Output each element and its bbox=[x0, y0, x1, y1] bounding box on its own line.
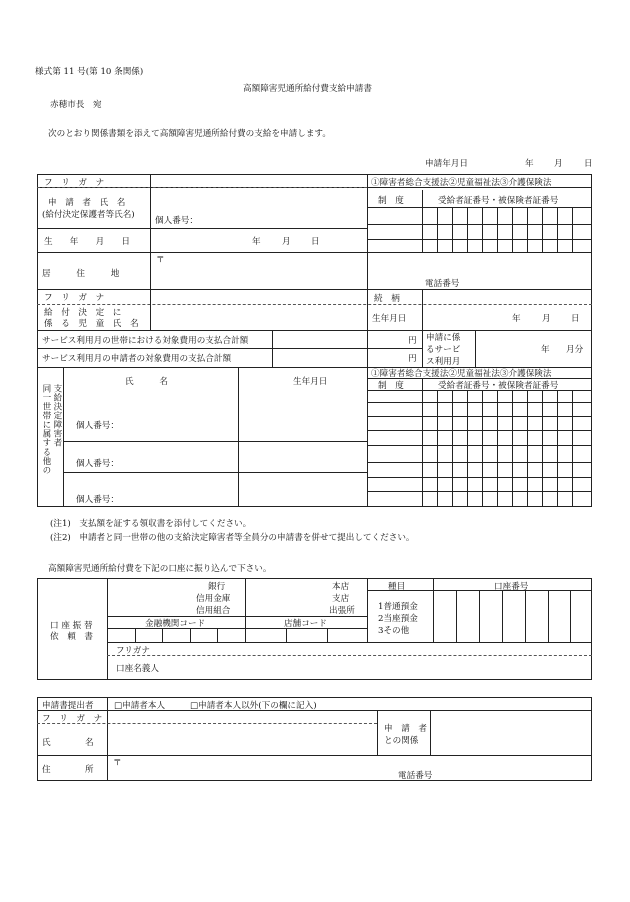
submitter-address-label: 住 所 bbox=[42, 765, 94, 775]
form-number: 様式第 11 号(第 10 条関係) bbox=[35, 67, 144, 77]
household-side-label: 同一世帯に属する他の bbox=[40, 384, 51, 475]
applicant-birth-year: 年 bbox=[252, 237, 261, 247]
account-type-1: 1普通預金 bbox=[378, 602, 418, 612]
service-month-label-1: 申請に係 bbox=[426, 333, 461, 343]
applicant-birth-label: 生 年 月 日 bbox=[44, 237, 130, 247]
guardian-name-label: (給付決定保護者等氏名) bbox=[42, 210, 135, 220]
account-number-header: 口座番号 bbox=[494, 582, 529, 592]
bank-furigana-label: フリガナ bbox=[116, 646, 150, 656]
bank-suffix-bank: 銀行 bbox=[208, 582, 226, 592]
household-side-label-2: 支給決定障害者 bbox=[51, 384, 62, 448]
service-month-label-3: ス利用月 bbox=[426, 357, 461, 367]
service-month-year: 年 bbox=[541, 345, 550, 355]
date-year-label: 年 bbox=[525, 159, 534, 169]
residence-label: 居 住 地 bbox=[42, 269, 120, 279]
household-name-header: 氏 名 bbox=[125, 377, 168, 387]
date-month-label: 月 bbox=[554, 159, 563, 169]
postal-mark: 〒 bbox=[156, 255, 165, 265]
child-birth-day: 日 bbox=[571, 314, 580, 324]
household-certificate-header: 受給者証番号・被保険者証番号 bbox=[438, 381, 559, 391]
certificate-number-header: 受給者証番号・被保険者証番号 bbox=[438, 196, 559, 206]
applicant-birth-day: 日 bbox=[311, 237, 320, 247]
submitter-label: 申請書提出者 bbox=[42, 701, 94, 711]
bank-suffix-kumiai: 信用組合 bbox=[196, 606, 231, 616]
account-type-header: 種目 bbox=[388, 582, 406, 592]
submitter-name-label: 氏 名 bbox=[42, 738, 94, 748]
child-furigana-label: フ リ ガ ナ bbox=[44, 293, 105, 303]
submitter-other-checkbox[interactable]: □申請者本人以外(下の欄に記入) bbox=[190, 701, 317, 711]
child-birth-label: 生年月日 bbox=[372, 314, 407, 324]
service-month-month: 月分 bbox=[566, 345, 584, 355]
submitter-phone-label: 電話番号 bbox=[398, 771, 433, 781]
applicant-furigana-label: フ リ ガ ナ bbox=[44, 178, 105, 188]
child-birth-month: 月 bbox=[542, 314, 551, 324]
applicant-phone-label: 電話番号 bbox=[425, 279, 460, 289]
applicant-personal-number-label: 個人番号： bbox=[155, 216, 198, 226]
branch-suffix-branch: 支店 bbox=[332, 594, 350, 604]
addressee: 赤穂市長 宛 bbox=[50, 100, 102, 110]
household-insurance-laws: ①障害者総合支援法②児童福祉法③介護保険法 bbox=[371, 369, 552, 379]
bank-code-label: 金融機関コード bbox=[145, 619, 206, 629]
bank-intro: 高額障害児通所給付費を下記の口座に振り込んで下さい。 bbox=[48, 564, 272, 574]
child-name-label-2: 係 る 児 童 氏 名 bbox=[44, 319, 139, 329]
form-title: 高額障害児通所給付費支給申請書 bbox=[243, 84, 372, 94]
branch-suffix-office: 出張所 bbox=[329, 606, 355, 616]
insurance-system-header: 制 度 bbox=[378, 196, 404, 206]
date-day-label: 日 bbox=[584, 159, 593, 169]
household-yen-unit: 円 bbox=[408, 336, 417, 346]
child-birth-year: 年 bbox=[512, 314, 521, 324]
account-type-3: 3その他 bbox=[378, 626, 410, 636]
applicant-name-label: 申 請 者 氏 名 bbox=[48, 198, 126, 208]
household-system-header: 制 度 bbox=[378, 381, 404, 391]
submitter-postal-mark: 〒 bbox=[113, 758, 122, 768]
applicant-yen-unit: 円 bbox=[408, 354, 417, 364]
applicant-total-label: サービス利用月の申請者の対象費用の支払合計額 bbox=[42, 354, 232, 364]
relation-label-2: との関係 bbox=[384, 736, 419, 746]
member1-personal-number: 個人番号： bbox=[76, 421, 119, 431]
child-name-label-1: 給 付 決 定 に bbox=[44, 308, 122, 318]
relation-label-1: 申 請 者 bbox=[384, 724, 427, 734]
note-1: (注1) 支払額を証する領収書を添付してください。 bbox=[50, 519, 252, 529]
household-total-label: サービス利用月の世帯における対象費用の支払合計額 bbox=[42, 336, 249, 346]
applicant-birth-month: 月 bbox=[282, 237, 291, 247]
intro-text: 次のとおり関係書類を添えて高額障害児通所給付費の支給を申請します。 bbox=[48, 129, 331, 139]
bank-form-label-1: 口 座 振 替 bbox=[50, 621, 93, 631]
branch-suffix-main: 本店 bbox=[332, 582, 350, 592]
application-date-label: 申請年月日 bbox=[425, 159, 468, 169]
note-2: (注2) 申請者と同一世帯の他の支給決定障害者等全員分の申請書を併せて提出してください。 bbox=[50, 533, 415, 543]
bank-form-label-2: 依 頼 書 bbox=[50, 632, 93, 642]
account-type-2: 2当座預金 bbox=[378, 614, 418, 624]
account-holder-label: 口座名義人 bbox=[116, 664, 159, 674]
member3-personal-number: 個人番号： bbox=[76, 495, 119, 505]
branch-code-label: 店舗コード bbox=[284, 619, 327, 629]
insurance-laws-heading: ①障害者総合支援法②児童福祉法③介護保険法 bbox=[371, 178, 552, 188]
submitter-self-checkbox[interactable]: □申請者本人 bbox=[114, 701, 166, 711]
household-birth-header: 生年月日 bbox=[293, 377, 328, 387]
submitter-furigana-label: フ リ ガ ナ bbox=[42, 714, 103, 724]
service-month-label-2: るサービ bbox=[426, 345, 461, 355]
bank-suffix-shinkin: 信用金庫 bbox=[196, 594, 231, 604]
member2-personal-number: 個人番号： bbox=[76, 459, 119, 469]
relationship-label: 続 柄 bbox=[374, 294, 400, 304]
